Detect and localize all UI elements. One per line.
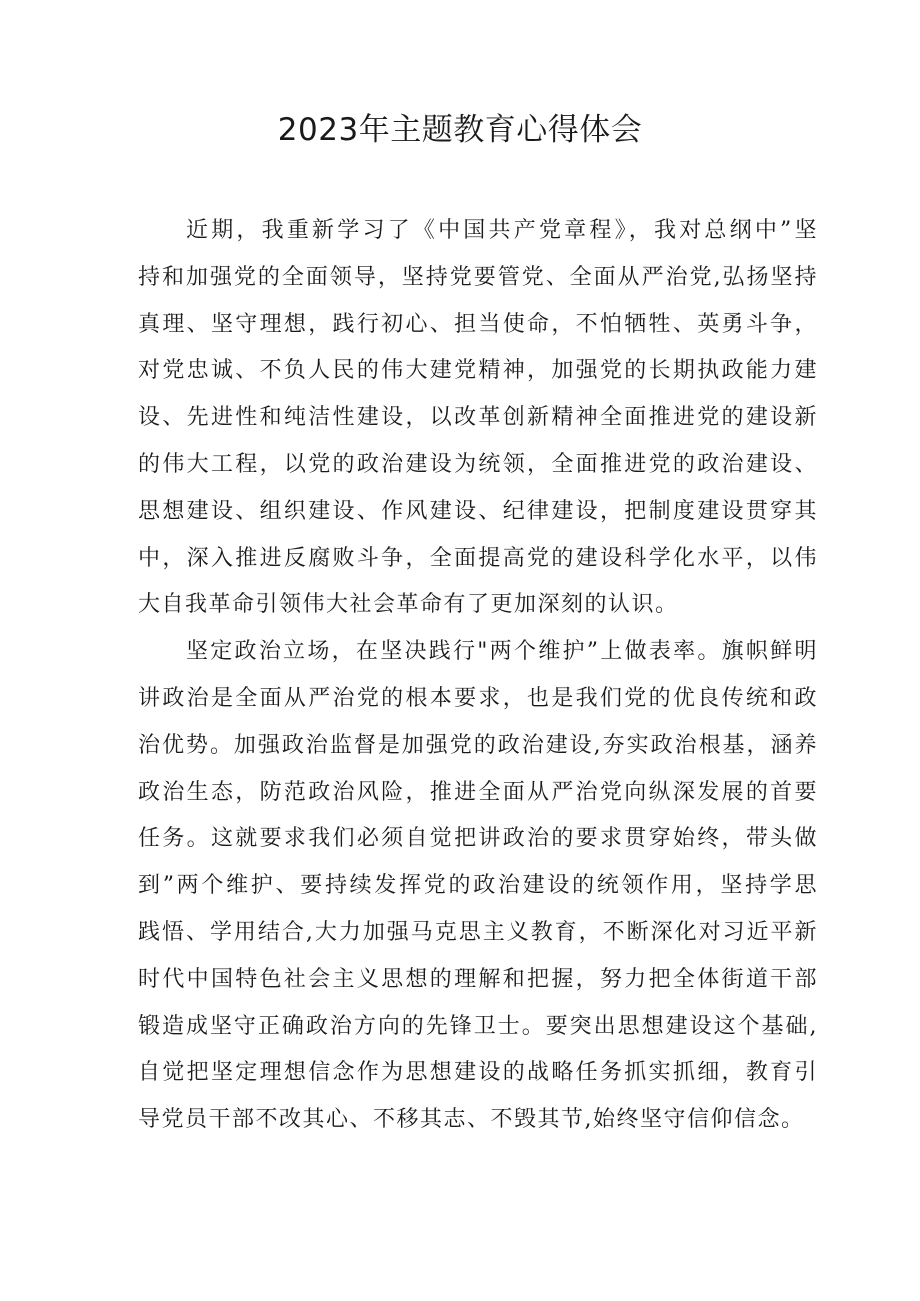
document-title: 2023年主题教育心得体会 xyxy=(277,112,643,148)
paragraph-line: 真理、坚守理想，践行初心、担当使命，不怕牺牲、英勇斗争， xyxy=(138,311,818,337)
paragraph-line: 时代中国特色社会主义思想的理解和把握，努力把全体街道干部 xyxy=(138,966,818,992)
paragraph-line: 治优势。加强政治监督是加强党的政治建设,夯实政治根基，涵养 xyxy=(138,732,818,758)
document-body xyxy=(138,208,818,1144)
paragraph-line: 近期，我重新学习了《中国共产党章程》，我对总纲中”坚 xyxy=(186,218,818,243)
paragraph-line: 政治生态，防范政治风险，推进全面从严治党向纵深发展的首要 xyxy=(138,779,818,805)
paragraph-line: 大自我革命引领伟大社会革命有了更加深刻的认识。 xyxy=(138,592,679,618)
paragraph-1 xyxy=(138,208,818,629)
paragraph-line: 设、先进性和纯洁性建设，以改革创新精神全面推进党的建设新 xyxy=(138,405,818,431)
paragraph-line: 中，深入推进反腐败斗争，全面提高党的建设科学化水平，以伟 xyxy=(138,545,818,571)
paragraph-2 xyxy=(138,629,818,1144)
paragraph-line: 任务。这就要求我们必须自觉把讲政治的要求贯穿始终，带头做 xyxy=(138,826,818,852)
paragraph-line: 坚定政治立场，在坚决践行"两个维护”上做表率。旗帜鲜明 xyxy=(186,639,818,665)
paragraph-line: 讲政治是全面从严治党的根本要求，也是我们党的优良传统和政 xyxy=(138,685,818,711)
paragraph-line: 对党忠诚、不负人民的伟大建党精神，加强党的长期执政能力建 xyxy=(138,358,818,384)
paragraph-line: 导党员干部不改其心、不移其志、不毁其节,始终坚守信仰信念。 xyxy=(138,1107,805,1133)
paragraph-line: 到”两个维护、要持续发挥党的政治建设的统领作用，坚持学思 xyxy=(138,873,818,899)
paragraph-line: 思想建设、组织建设、作风建设、纪律建设，把制度建设贯穿其 xyxy=(138,498,818,524)
paragraph-line: 持和加强党的全面领导，坚持党要管党、全面从严治党,弘扬坚持 xyxy=(138,264,818,290)
paragraph-line: 践悟、学用结合,大力加强马克思主义教育，不断深化对习近平新 xyxy=(138,919,818,945)
paragraph-line: 锻造成坚守正确政治方向的先锋卫士。要突出思想建设这个基础, xyxy=(138,1013,818,1039)
paragraph-line: 的伟大工程，以党的政治建设为统领，全面推进党的政治建设、 xyxy=(138,451,818,477)
paragraph-line: 自觉把坚定理想信念作为思想建设的战略任务抓实抓细，教育引 xyxy=(138,1060,818,1086)
